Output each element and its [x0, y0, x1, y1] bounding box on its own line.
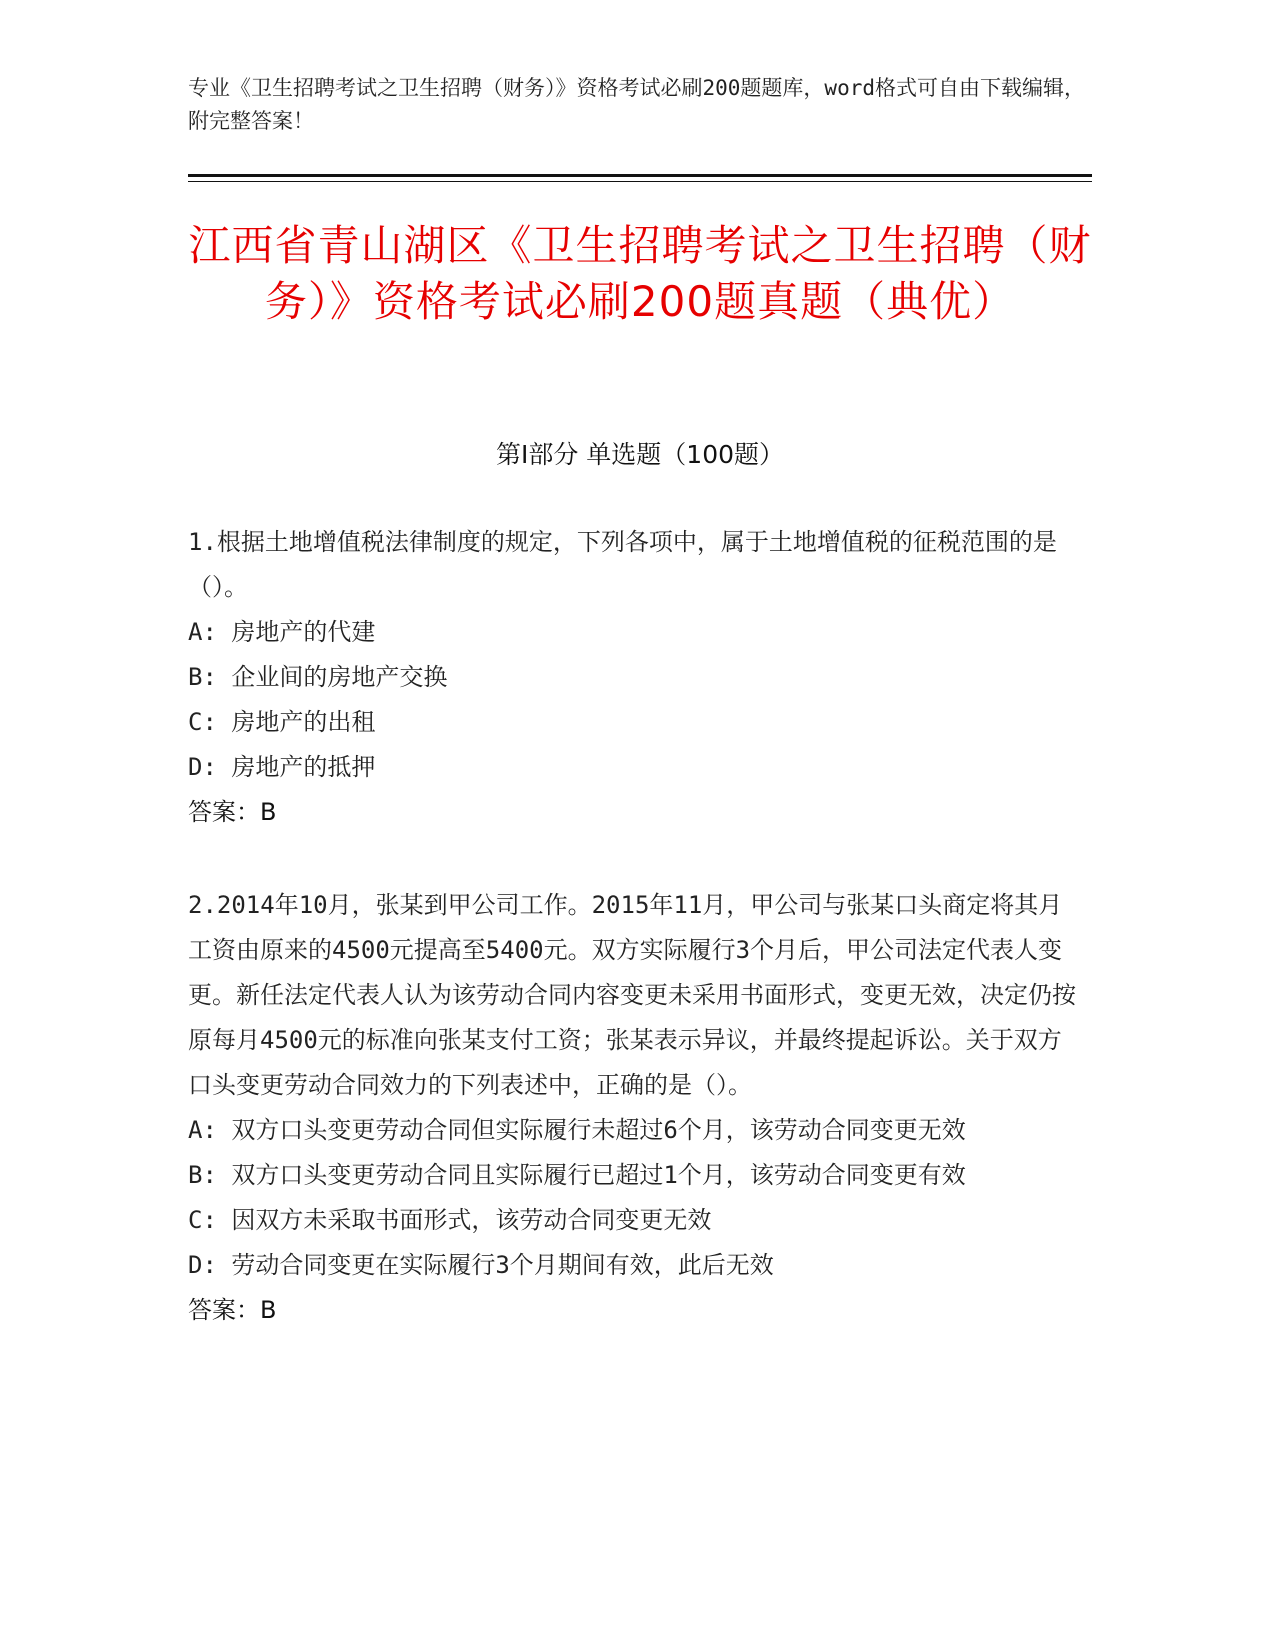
question-text: 2.2014年10月，张某到甲公司工作。2015年11月，甲公司与张某口头商定将其月工资由原来的4500元提高至5400元。双方实际履行3个月后，甲公司法定代表人变更。新任法定代表人认为该劳动合同内容变更未采用书面形式，变更无效，决定仍按原每月4500元的标准向张某支付工资；张某表示异议，并最终提起诉讼。关于双方口头变更劳动合同效力的下列表述中，正确的是（）。	[188, 891, 1076, 1099]
option-b: B: 企业间的房地产交换	[188, 663, 448, 691]
question-list	[188, 520, 1078, 1381]
question-2	[188, 883, 1078, 1333]
answer: 答案：B	[188, 798, 277, 826]
header-divider-thin	[188, 181, 1092, 182]
question-text: 1.根据土地增值税法律制度的规定，下列各项中，属于土地增值税的征税范围的是（）。	[188, 528, 1057, 601]
section-title: 第I部分 单选题（100题）	[495, 440, 785, 469]
answer: 答案：B	[188, 1296, 277, 1324]
option-b: B: 双方口头变更劳动合同且实际履行已超过1个月，该劳动合同变更有效	[188, 1161, 966, 1189]
option-d: D: 劳动合同变更在实际履行3个月期间有效，此后无效	[188, 1251, 774, 1279]
option-c: C: 房地产的出租	[188, 708, 376, 736]
question-1	[188, 520, 1078, 835]
document-title: 江西省青山湖区《卫生招聘考试之卫生招聘（财务）》资格考试必刷200题真题（典优）	[188, 221, 1092, 326]
header-note: 专业《卫生招聘考试之卫生招聘（财务）》资格考试必刷200题题库，word格式可自由下载编辑，附完整答案！	[188, 76, 1085, 133]
option-d: D: 房地产的抵押	[188, 753, 376, 781]
option-c: C: 因双方未采取书面形式，该劳动合同变更无效	[188, 1206, 712, 1234]
option-a: A: 房地产的代建	[188, 618, 376, 646]
option-a: A: 双方口头变更劳动合同但实际履行未超过6个月，该劳动合同变更无效	[188, 1116, 966, 1144]
header-divider-thick	[188, 174, 1092, 177]
